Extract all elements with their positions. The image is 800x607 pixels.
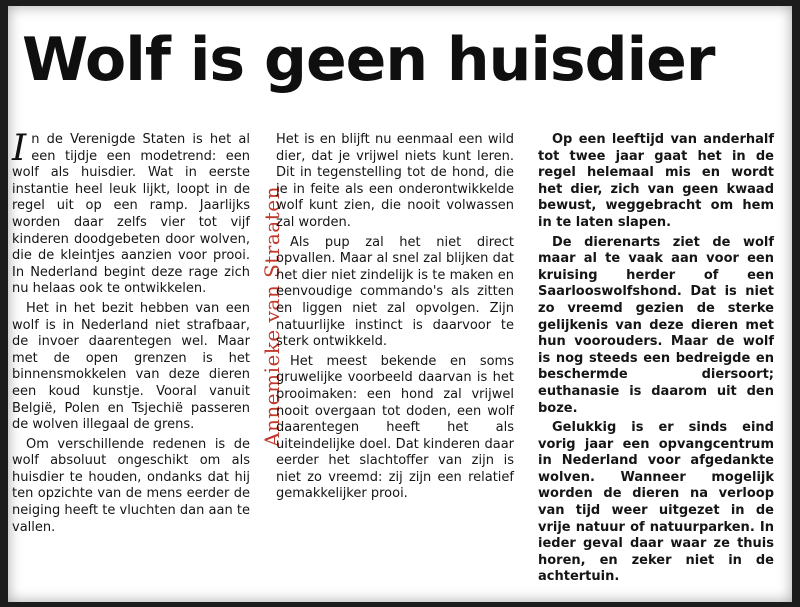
paragraph: Het in het bezit hebben van een wolf is in Nederland niet strafbaar, de invoer daarentegen wel. Maar met de open grenzen is het binnensmokkelen van deze dieren een koud kunstje. Vooral vanuit België, Polen en Tsjechië passeren de wolven illegaal de grens. [12,300,250,433]
paragraph: Het is en blijft nu eenmaal een wild dier, dat je vrijwel niets kunt leren. Dit in tegenstelling tot de hond, die je in feite als een onderontwikkelde wolf kunt zien, die nooit volwassen zal worden. [276,132,514,230]
newspaper-clipping [8,6,792,602]
paragraph: Om verschillende redenen is de wolf absoluut ongeschikt om als huisdier te houden, ondanks dat hij ten opzichte van de mens eerder de neiging heeft te vluchten dan aan te vallen. [12,436,250,535]
article-column-2 [276,132,514,506]
paragraph: Als pup zal het niet direct opvallen. Maar al snel zal blijken dat het dier niet zindelijk is te maken en eenvoudige commando's als zitten en liggen niet zal opvolgen. Zijn natuurlijke instinct is daarvoor te sterk ontwikkeld. [276,234,514,350]
paragraph: De dierenarts ziet de wolf maar al te vaak aan voor een kruising herder of een Saarlooswolfshond. Dat is niet zo vreemd gezien de sterke gelijkenis van deze dieren met hun voorouders. Maar de wolf is nog steeds een bedreigde en beschermde diersoort; euthanasie is daarom uit den boze. [538,234,774,416]
paragraph: Op een leeftijd van anderhalf tot twee jaar gaat het in de regel helemaal mis en wordt het dier, zich van geen kwaad bewust, weggebracht om hem in te laten slapen. [538,132,774,230]
article-column-3 [538,132,774,589]
paragraph: Het meest bekende en soms gruwelijke voorbeeld daarvan is het prooimaken: een hond zal vrijwel nooit overgaan tot doden, een wolf daarentegen heeft het als uiteindelijke doel. Dat kinderen daar eerder het slachtoffer van zijn is niet zo vreemd: zij zijn een relatief gemakkelijker prooi. [276,353,514,502]
article-column-1 [12,128,250,539]
byline: Annemieke van Straaten [260,186,284,447]
paragraph: Gelukkig is er sinds eind vorig jaar een opvangcentrum in Nederland voor afgedankte wolven. Wanneer mogelijk worden de dieren na verloop van tijd weer uitgezet in de vrije natuur of natuurparken. In ieder geval daar waar ze thuis horen, en zeker niet in de achtertuin. [538,420,774,585]
headline: Wolf is geen huisdier [22,25,715,95]
paragraph: In de Verenigde Staten is het al een tijdje een modetrend: een wolf als huisdier. Wat in eerste instantie heel leuk lijkt, loopt in de regel uit op een ramp. Jaarlijks worden daar zelfs vier tot vijf kinderen doodgebeten door wolven, die de kleintjes aanzien voor prooi. In Nederland begint deze rage zich nu helaas ook te ontwikkelen. [12,128,250,297]
